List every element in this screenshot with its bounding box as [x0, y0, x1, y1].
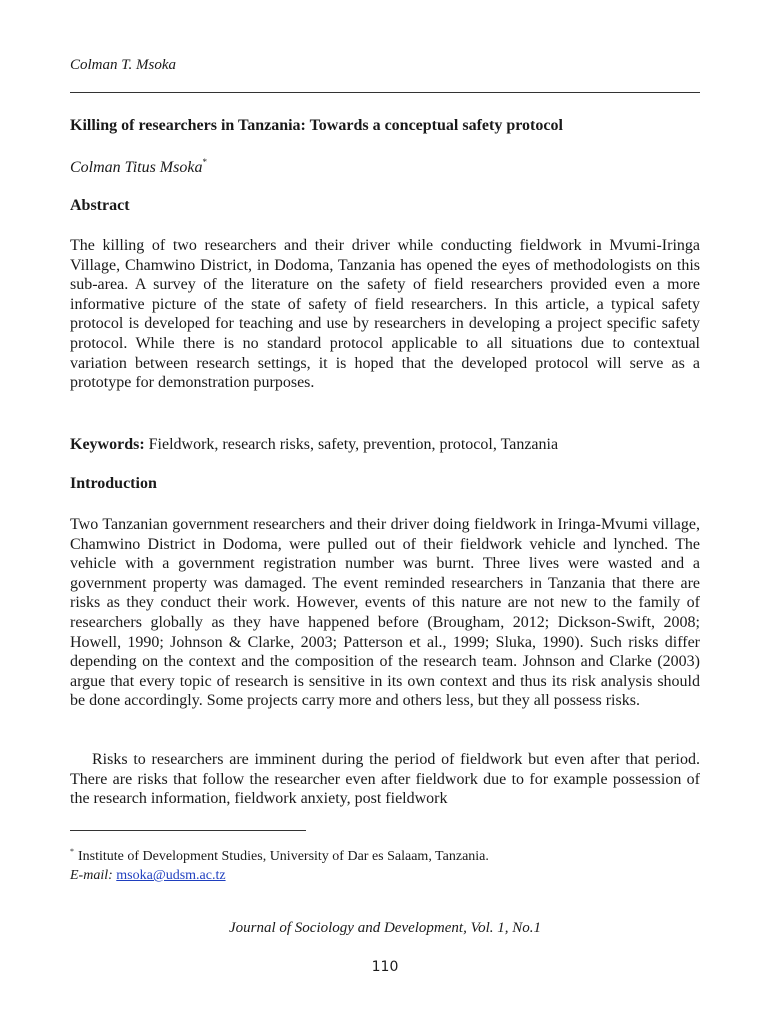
running-head-author: Colman T. Msoka — [70, 57, 176, 73]
footnote-email-line — [70, 866, 489, 885]
introduction-paragraph-1: Two Tanzanian government researchers and their driver doing fieldwork in Iringa-Mvumi village, Chamwino District in Dodoma, were pulled out of their fieldwork vehicle and lynched. The vehicle with a government registration number was burnt. Three lives were wasted and a government property was damaged. The event reminded researchers in Tanzania that there are risks as they conduct their work. However, events of this nature are not new to the family of researchers globally as they have happened before (Brougham, 2012; Dickson-Swift, 2008; Howell, 1990; Johnson & Clarke, 2003; Patterson et al., 1999; Sluka, 1990). Such risks differ depending on the context and the composition of the research team. Johnson and Clarke (2003) argue that every topic of research is sensitive in its own context and thus its risk analysis should be done accordingly. Some projects carry more and others less, but they all possess risks. — [70, 516, 700, 710]
journal-footer: Journal of Sociology and Development, Vol. 1, No.1 — [228, 920, 542, 936]
article-title: Killing of researchers in Tanzania: Towards a conceptual safety protocol — [70, 117, 563, 134]
footnote-rule — [70, 830, 306, 831]
introduction-heading: Introduction — [70, 475, 157, 492]
introduction-paragraph-2: Risks to researchers are imminent during the period of fieldwork but even after that period. There are risks that follow the researcher even after fieldwork due to for example possession of the research information, fieldwork anxiety, post fieldwork — [70, 751, 700, 808]
abstract-heading: Abstract — [70, 197, 130, 214]
keywords-text: Fieldwork, research risks, safety, prevention, protocol, Tanzania — [144, 436, 559, 453]
author-name: Colman Titus Msoka — [70, 159, 203, 176]
footnote — [70, 842, 489, 885]
author-footnote-mark: * — [202, 157, 207, 167]
footnote-affiliation-line — [70, 842, 489, 866]
keywords-label: Keywords: — [70, 436, 145, 453]
header-rule — [70, 92, 700, 93]
keywords — [70, 436, 558, 454]
page-number: 110 — [371, 959, 399, 975]
footnote-email-link[interactable]: msoka@udsm.ac.tz — [116, 868, 226, 883]
abstract-text: The killing of two researchers and their driver while conducting fieldwork in Mvumi-Iringa Village, Chamwino District, in Dodoma, Tanzania has opened the eyes of methodologists on this sub-area. A survey of the literature on the safety of field researchers provided even a more informative picture of the state of safety of field researchers. In this article, a typical safety protocol is developed for teaching and use by researchers in developing a project specific safety protocol. While there is no standard protocol applicable to all situations due to contextual variation between research settings, it is hoped that the developed protocol will serve as a prototype for demonstration purposes. — [70, 237, 700, 392]
article-author — [70, 157, 207, 177]
footnote-affiliation: Institute of Development Studies, University of Dar es Salaam, Tanzania. — [78, 849, 489, 864]
footnote-mark: * — [70, 847, 74, 856]
footnote-email-label: E-mail: — [70, 868, 113, 883]
